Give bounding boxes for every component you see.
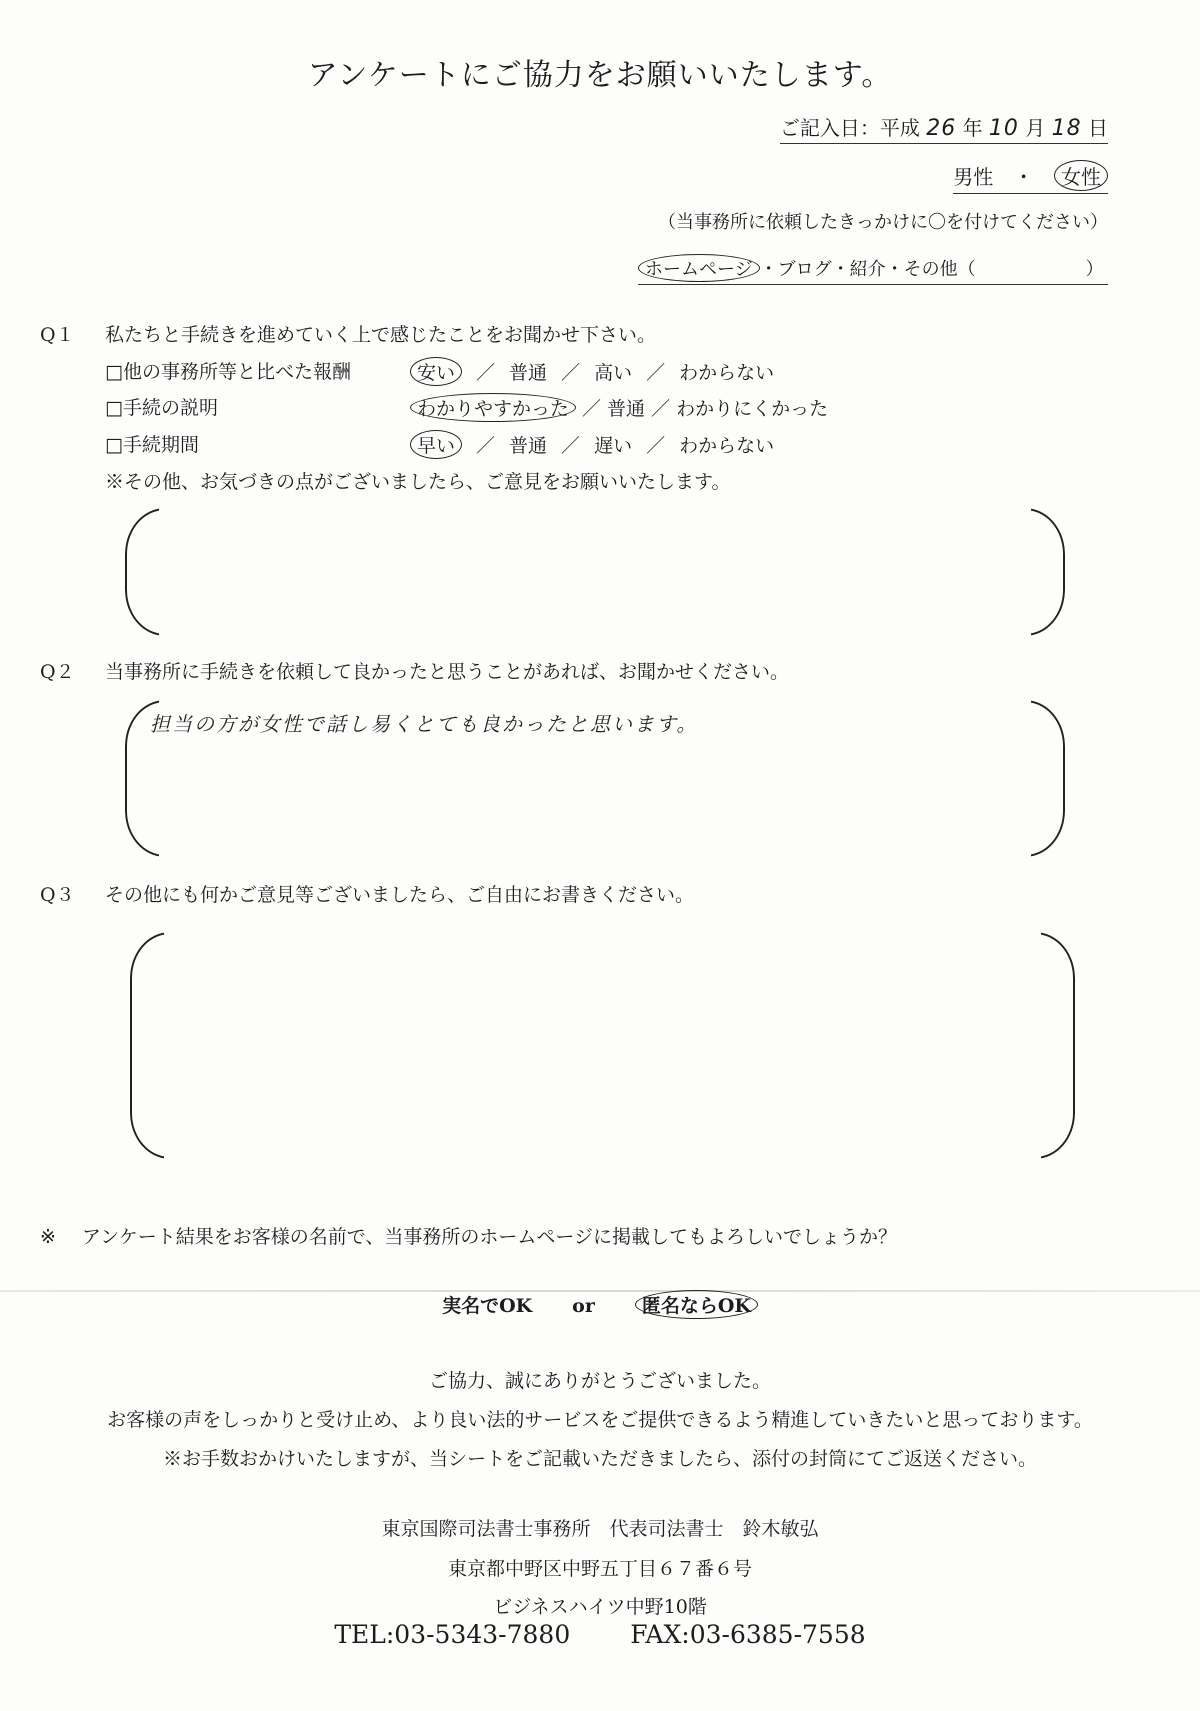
- gender-female-circled[interactable]: 女性: [1054, 160, 1108, 191]
- q1-label: Q１: [40, 324, 75, 346]
- publish-or: or: [572, 1295, 595, 1317]
- date-month: 10: [988, 116, 1019, 141]
- q1-fee-option[interactable]: わからない: [679, 362, 775, 384]
- date-year: 26: [926, 116, 957, 141]
- office-building: ビジネスハイツ中野10階: [493, 1596, 707, 1618]
- publish-anonymous-option-circled[interactable]: 匿名ならOK: [635, 1290, 758, 1319]
- q1-item-period-options[interactable]: 早い ／ 普通 ／ 遅い ／ わからない: [410, 430, 774, 459]
- office-name: 東京国際司法書士事務所 代表司法書士 鈴木敏弘: [381, 1518, 819, 1540]
- date-label: ご記入日：平成: [779, 116, 920, 140]
- q1-period-circled[interactable]: 早い: [410, 430, 462, 459]
- date-day: 18: [1051, 116, 1082, 141]
- office-fax: FAX:03-6385-7558: [630, 1620, 866, 1649]
- publish-mark: ※: [40, 1226, 56, 1248]
- q1-fee-option[interactable]: 普通: [509, 362, 548, 384]
- q1-item-explanation-options[interactable]: わかりやすかった ／ 普通 ／ わかりにくかった: [410, 393, 828, 422]
- office-contact: [0, 1620, 1200, 1649]
- trigger-homepage-circled[interactable]: ホームページ: [638, 254, 760, 282]
- q2-handwritten-answer: 担当の方が女性で話し易くとても良かったと思います。: [150, 712, 699, 736]
- q1-comment-box[interactable]: [125, 508, 1065, 636]
- q1-explanation-circled[interactable]: わかりやすかった: [410, 393, 576, 422]
- q1-fee-option[interactable]: 高い: [594, 362, 633, 384]
- q2-label: Q２: [40, 661, 75, 683]
- thanks-line-3: ※お手数おかけいたしますが、当シートをご記載いただきましたら、添付の封筒にてご返送ください。: [162, 1448, 1037, 1470]
- q1-period-option[interactable]: わからない: [679, 435, 775, 457]
- trigger-close: ）: [1085, 259, 1104, 280]
- gender-separator: ・: [1013, 165, 1034, 189]
- q1-item-period-label[interactable]: □手続期間: [105, 434, 199, 456]
- q1-item-fee-label[interactable]: □他の事務所等と比べた報酬: [105, 361, 351, 383]
- date-year-unit: 年: [962, 116, 983, 140]
- thanks-line-2: お客様の声をしっかりと受け止め、より良い法的サービスをご提供できるよう精進していきたいと思っております。: [107, 1409, 1093, 1431]
- q3-question: その他にも何かご意見等ございましたら、ご自由にお書きください。: [105, 884, 695, 906]
- office-address: 東京都中野区中野五丁目６７番６号: [447, 1558, 752, 1580]
- q1-period-option[interactable]: 普通: [509, 435, 548, 457]
- q3-answer-box[interactable]: [130, 932, 1075, 1159]
- q1-item-explanation-label[interactable]: □手続の説明: [105, 397, 218, 419]
- q3-label: Q３: [40, 884, 75, 906]
- q1-fee-circled[interactable]: 安い: [410, 357, 462, 386]
- gender-male[interactable]: 男性: [953, 165, 994, 189]
- date-month-unit: 月: [1025, 116, 1046, 140]
- q1-question: 私たちと手続きを進めていく上で感じたことをお聞かせ下さい。: [105, 324, 657, 346]
- publish-question: [40, 1222, 897, 1249]
- q1-period-option[interactable]: 遅い: [594, 435, 633, 457]
- q2-question: 当事務所に手続きを依頼して良かったと思うことがあれば、お聞かせください。: [105, 661, 790, 683]
- q1-explanation-option[interactable]: わかりにくかった: [676, 398, 829, 420]
- office-tel: TEL:03-5343-7880: [334, 1620, 571, 1649]
- publish-question-text: アンケート結果をお客様の名前で、当事務所のホームページに掲載してもよろしいでしょうか？: [81, 1226, 898, 1248]
- trigger-others[interactable]: ・ブログ・紹介・その他（: [759, 259, 976, 280]
- gender-field[interactable]: [953, 160, 1108, 194]
- survey-title: アンケートにご協力をお願いいたします。: [307, 58, 893, 93]
- q1-other-prompt: ※その他、お気づきの点がございましたら、ご意見をお願いいたします。: [105, 471, 731, 493]
- date-day-unit: 日: [1088, 116, 1108, 140]
- date-field[interactable]: [780, 112, 1108, 144]
- q1-explanation-option[interactable]: 普通: [607, 398, 646, 420]
- trigger-note: （当事務所に依頼したきっかけに〇を付けてください）: [658, 212, 1108, 233]
- trigger-field[interactable]: [638, 254, 1108, 285]
- publish-options[interactable]: [0, 1290, 1200, 1319]
- q1-item-fee-options[interactable]: 安い ／ 普通 ／ 高い ／ わからない: [410, 357, 774, 386]
- thanks-line-1: ご協力、誠にありがとうございました。: [428, 1370, 771, 1392]
- publish-real-name-option[interactable]: 実名でOK: [442, 1295, 533, 1317]
